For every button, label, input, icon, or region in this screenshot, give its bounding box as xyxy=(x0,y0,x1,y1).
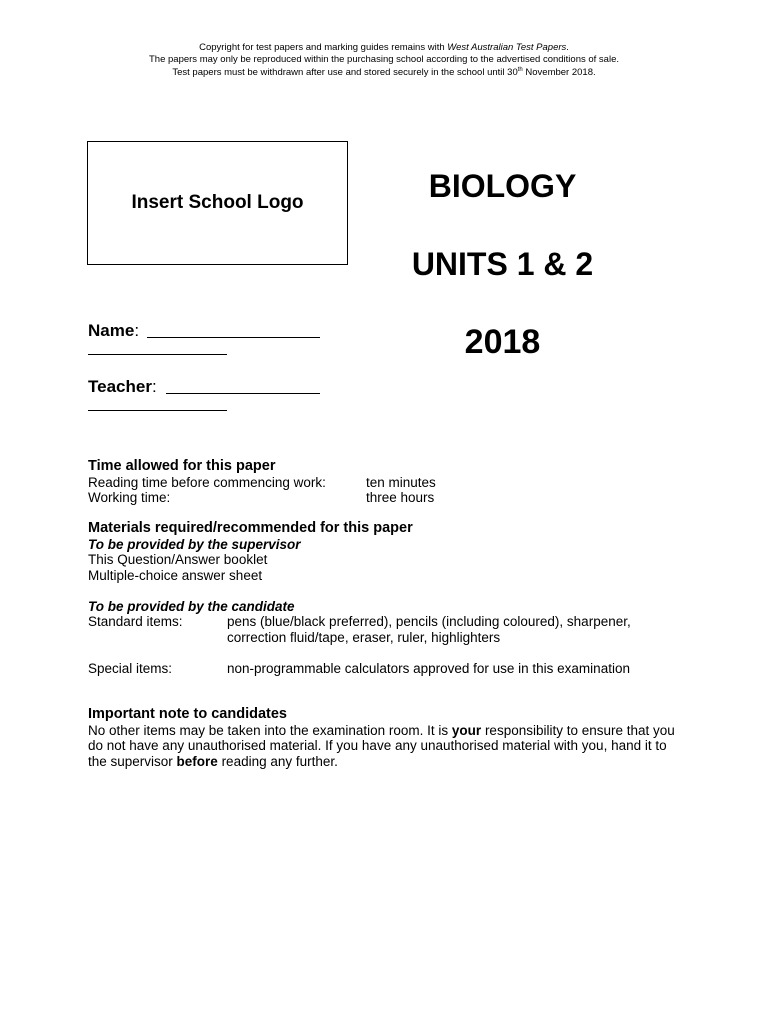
time-allowed-section xyxy=(88,459,688,506)
working-time-row: Working time: three hours xyxy=(88,490,435,505)
teacher-field-label: Teacher: xyxy=(88,377,157,396)
materials-section xyxy=(88,521,688,676)
supervisor-item-answer-sheet: Multiple-choice answer sheet xyxy=(88,567,263,583)
name-field-label: Name: xyxy=(88,321,140,340)
special-items-row: Special items: non-programmable calculators approved for use in this examination xyxy=(88,660,630,676)
supervisor-heading: To be provided by the supervisor xyxy=(88,536,301,552)
copyright-line-1: Copyright for test papers and marking guides remains with West Australian Test Papers. xyxy=(199,42,569,53)
supervisor-item-booklet: This Question/Answer booklet xyxy=(88,552,268,567)
teacher-line-1[interactable] xyxy=(166,393,320,394)
time-allowed-heading: Time allowed for this paper xyxy=(88,458,276,474)
teacher-line-2[interactable] xyxy=(88,410,227,411)
year-title: 2018 xyxy=(464,323,541,361)
copyright-line-2: The papers may only be reproduced within the purchasing school according to the advertised conditions of sale. xyxy=(149,53,619,65)
candidate-heading: To be provided by the candidate xyxy=(88,598,295,614)
copyright-notice xyxy=(0,42,768,79)
important-note-text: No other items may be taken into the examination room. It is your responsibility to ensure that you do not have any unauthorised material. If you have any unauthorised material with you, hand it to the supervisor before reading any further. xyxy=(88,722,675,769)
copyright-line-3: Test papers must be withdrawn after use and stored securely in the school until 30th November 2018. xyxy=(172,67,596,79)
name-line-1[interactable] xyxy=(147,337,320,338)
school-logo-placeholder xyxy=(87,141,348,265)
materials-heading: Materials required/recommended for this paper xyxy=(88,520,413,536)
name-line-2[interactable] xyxy=(88,354,227,355)
important-note-section xyxy=(88,707,683,769)
reading-time-row: Reading time before commencing work: ten minutes xyxy=(88,474,436,490)
units-title: UNITS 1 & 2 xyxy=(411,246,594,282)
standard-items-row: Standard items: pens (blue/black preferred), pencils (including coloured), sharpener, correction fluid/tape, eraser, ruler, highlighters xyxy=(88,614,631,645)
logo-placeholder-text: Insert School Logo xyxy=(131,192,304,213)
subject-title: BIOLOGY xyxy=(428,168,577,204)
important-note-heading: Important note to candidates xyxy=(88,706,287,722)
